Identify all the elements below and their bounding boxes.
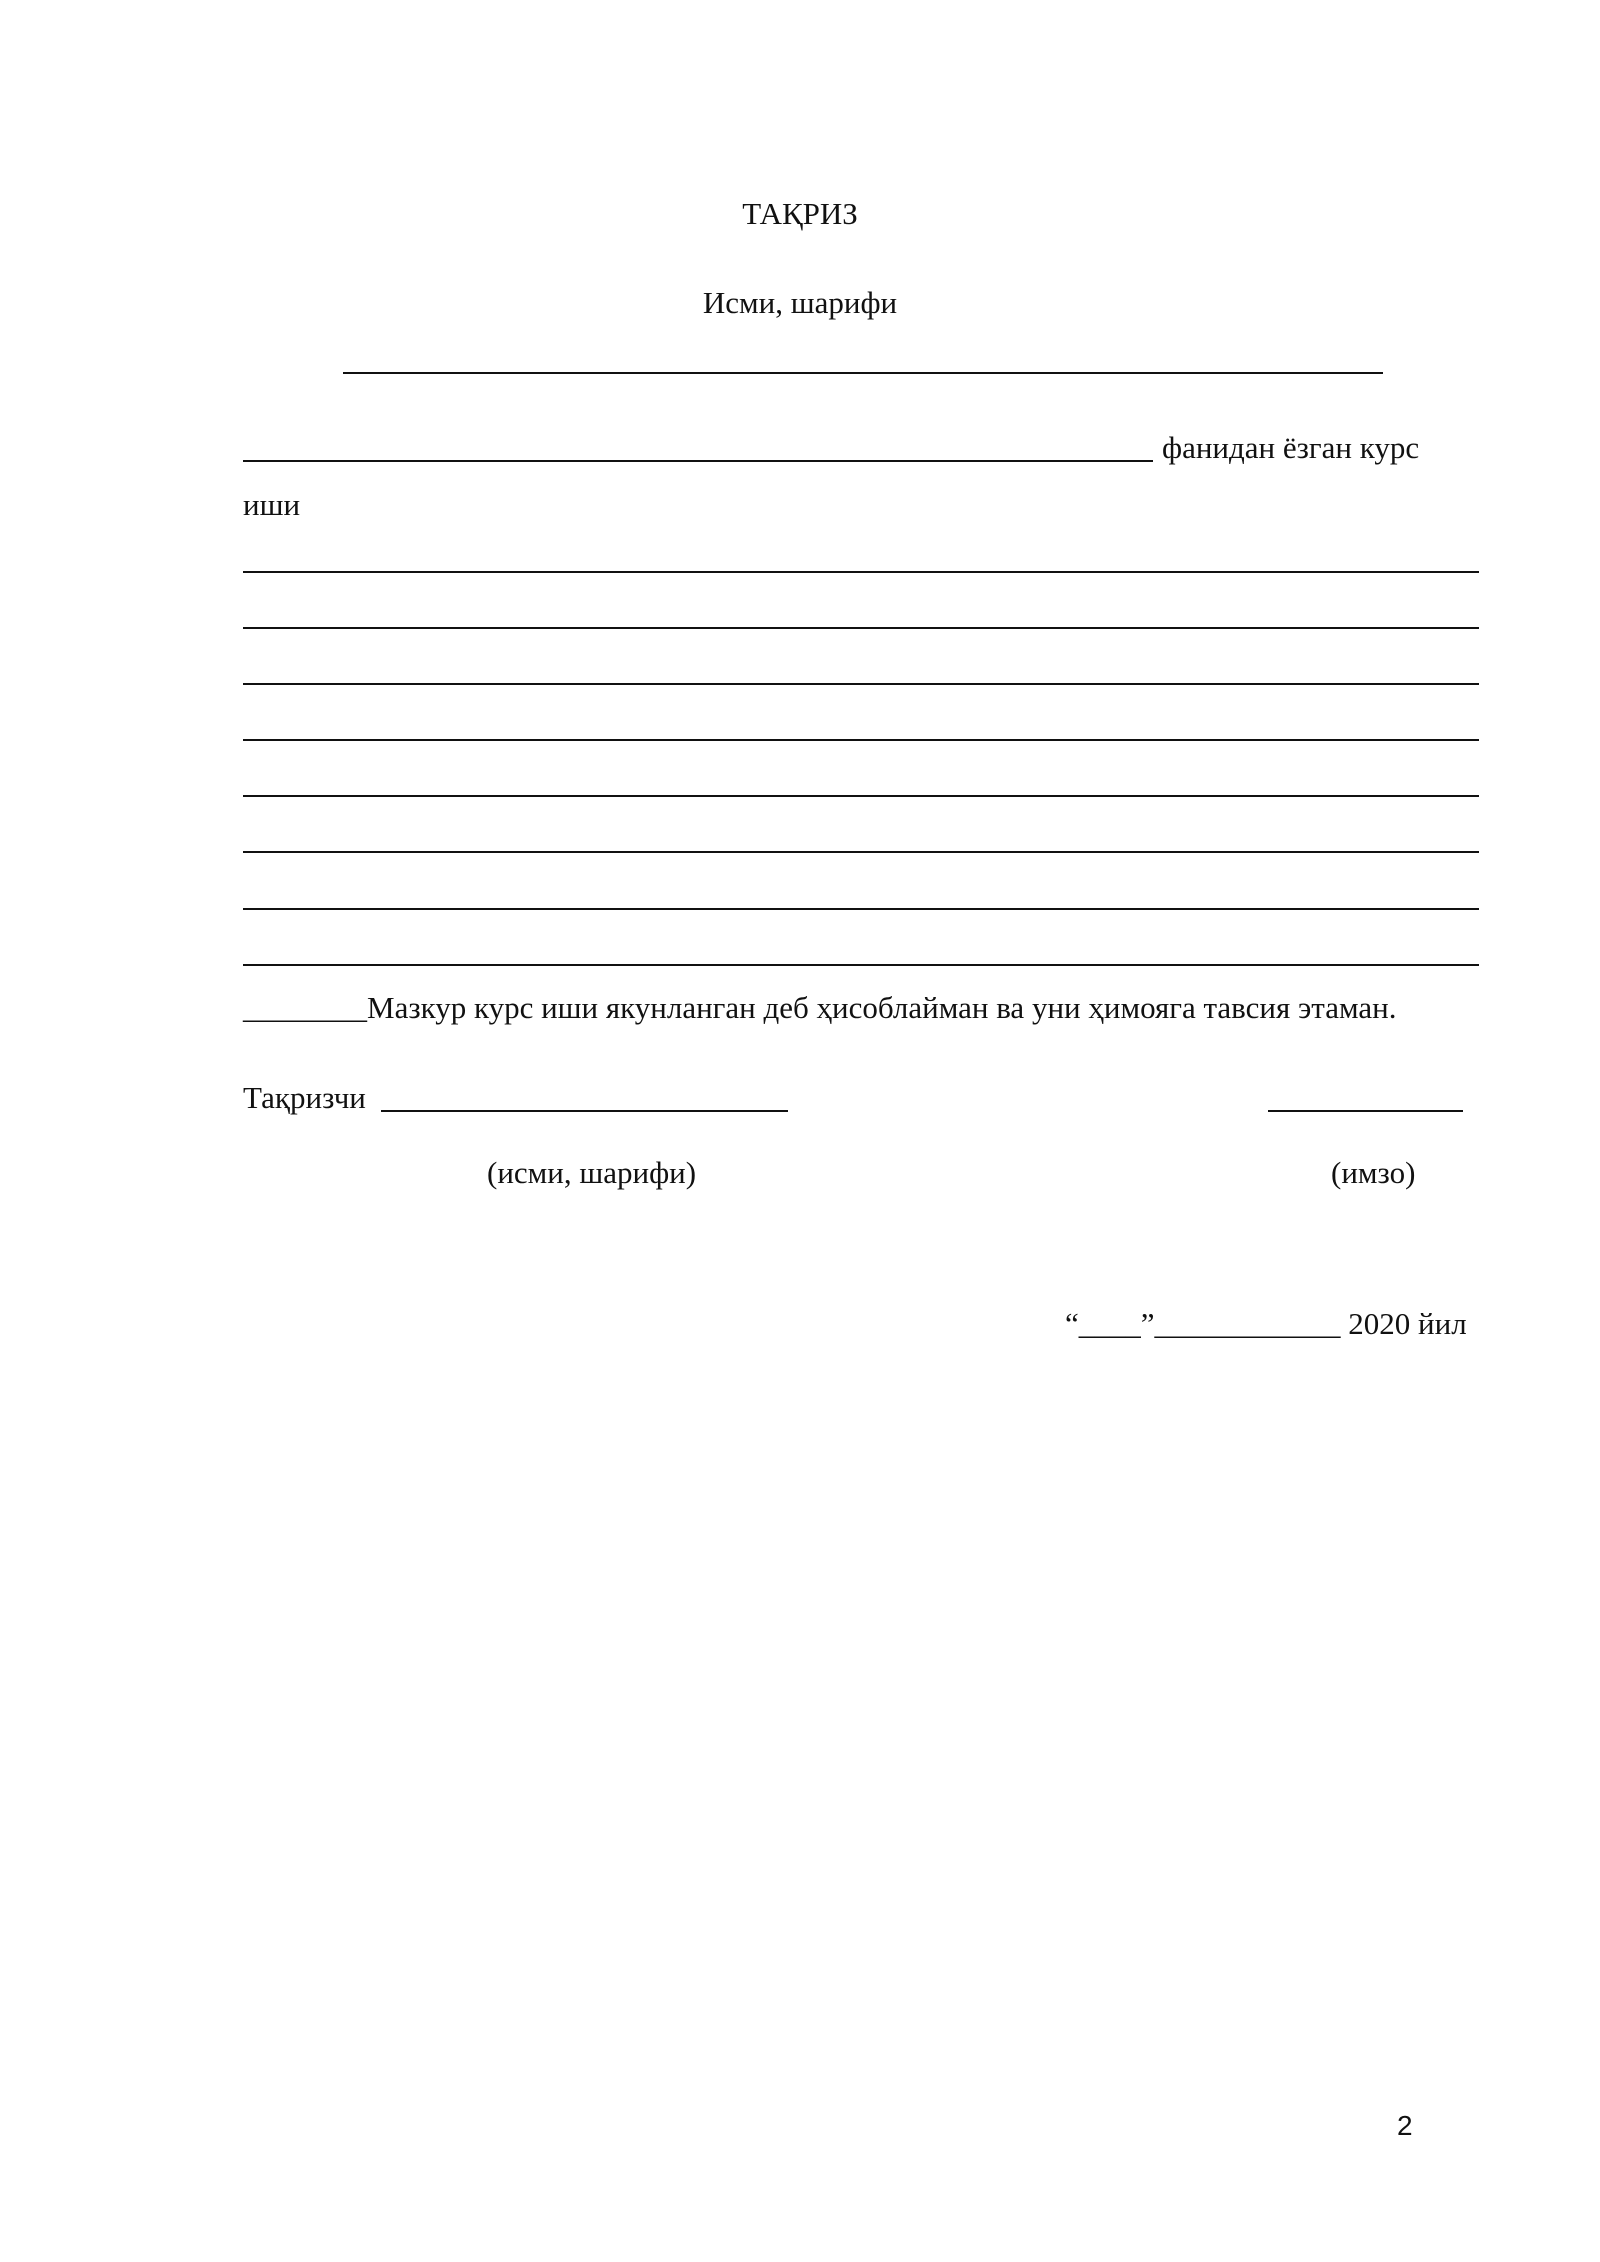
- subject-blank-line: [243, 460, 1153, 462]
- name-caption: (исми, шарифи): [487, 1155, 697, 1190]
- review-line: [243, 627, 1479, 629]
- name-blank-line: [343, 372, 1383, 374]
- signature-line: [1268, 1110, 1463, 1112]
- name-label: Исми, шарифи: [702, 285, 898, 320]
- subject-suffix: фанидан ёзган курс: [1162, 430, 1420, 465]
- page-number: 2: [1397, 2110, 1413, 2141]
- review-line: [243, 908, 1479, 910]
- signature-caption: (имзо): [1331, 1155, 1416, 1190]
- conclusion-text: Мазкур курс иши якунланган деб ҳисоблайман ва уни ҳимояга тавсия этаман.: [367, 990, 1397, 1025]
- review-line: [243, 964, 1479, 966]
- review-line: [243, 851, 1479, 853]
- conclusion-sentence: [243, 992, 1396, 1023]
- reviewer-label: Тақризчи: [243, 1080, 366, 1115]
- work-label: иши: [243, 487, 301, 522]
- date-line: “____”____________ 2020 йил: [1065, 1306, 1467, 1341]
- review-line: [243, 683, 1479, 685]
- document-title: ТАҚРИЗ: [742, 196, 858, 231]
- review-line: [243, 571, 1479, 573]
- reviewer-name-line: [381, 1110, 788, 1112]
- review-line: [243, 795, 1479, 797]
- review-line: [243, 739, 1479, 741]
- conclusion-blank: ________: [243, 990, 367, 1025]
